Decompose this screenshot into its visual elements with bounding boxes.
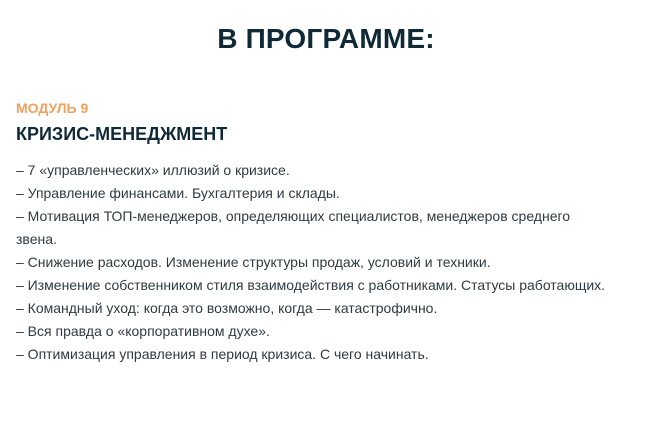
topic-item: – Изменение собственником стиля взаимодействия с работниками. Статусы работающих. bbox=[16, 277, 606, 293]
section-title: В ПРОГРАММЕ: bbox=[217, 23, 435, 54]
topic-item: – Оптимизация управления в период кризиса. С чего начинать. bbox=[16, 346, 429, 362]
topic-item: – Командный уход: когда это возможно, когда — катастрофично. bbox=[16, 300, 438, 316]
topic-item: – Вся правда о «корпоративном духе». bbox=[16, 323, 270, 339]
topic-item: – Управление финансами. Бухгалтерия и склады. bbox=[16, 185, 340, 201]
module-title: КРИЗИС-МЕНЕДЖМЕНТ bbox=[16, 124, 228, 144]
topic-item: – Мотивация ТОП-менеджеров, определяющих специалистов, менеджеров среднего звена. bbox=[16, 208, 571, 247]
module-number-label: МОДУЛЬ 9 bbox=[16, 100, 89, 116]
topic-item: – 7 «управленческих» иллюзий о кризисе. bbox=[16, 162, 290, 178]
module-topics-list bbox=[16, 159, 606, 366]
topic-item: – Снижение расходов. Изменение структуры продаж, условий и техники. bbox=[16, 254, 491, 270]
